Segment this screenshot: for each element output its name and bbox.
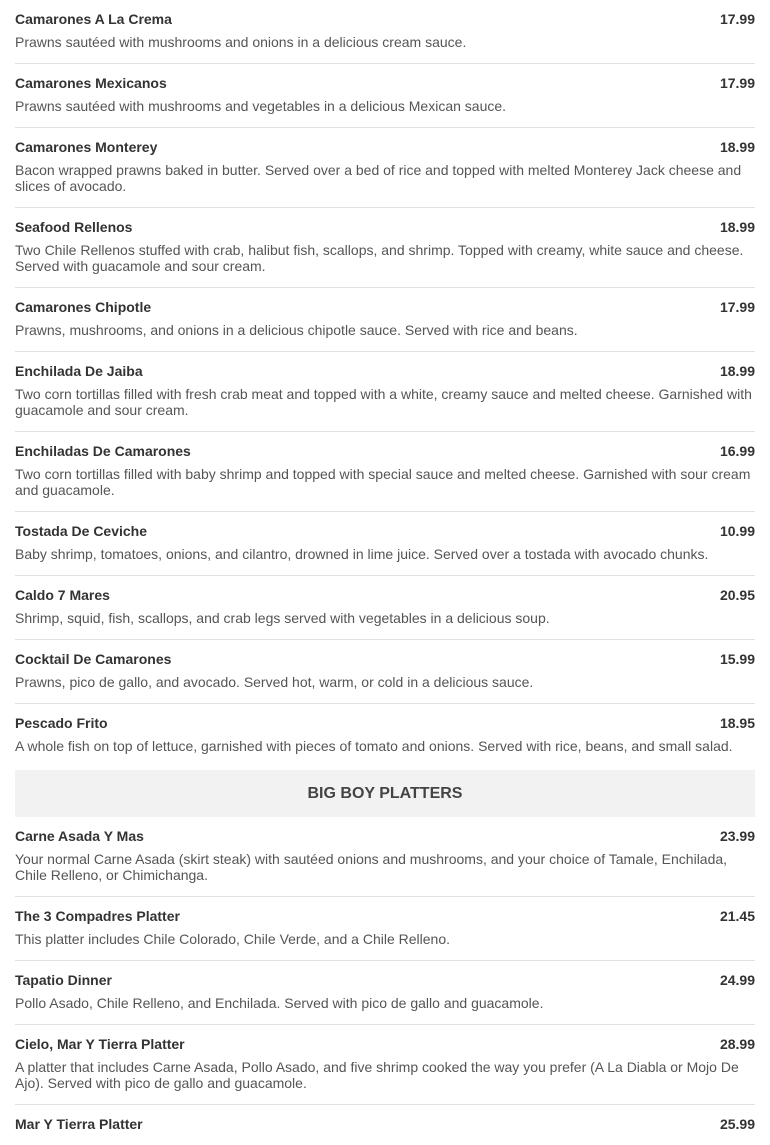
item-price: 18.99 — [719, 219, 755, 235]
item-price: 17.99 — [719, 11, 755, 27]
item-name: Pescado Frito — [15, 715, 108, 731]
item-description: This platter includes Chile Colorado, Chile Verde, and a Chile Relleno. — [15, 931, 451, 947]
menu-item — [15, 704, 755, 767]
menu-item — [15, 64, 755, 128]
menu-item — [15, 576, 755, 640]
item-description: Bacon wrapped prawns baked in butter. Served over a bed of rice and topped with melted Monterey Jack cheese and slices of avocado. — [15, 162, 742, 194]
item-price: 21.45 — [719, 908, 755, 924]
item-name: Camarones Mexicanos — [15, 75, 167, 91]
menu-item — [15, 817, 755, 897]
item-name: Camarones Chipotle — [15, 299, 152, 315]
menu-item — [15, 288, 755, 352]
item-price: 10.99 — [719, 523, 755, 539]
menu-item — [15, 128, 755, 208]
menu-item — [15, 0, 755, 64]
item-description: Pollo Asado, Chile Relleno, and Enchilada. Served with pico de gallo and guacamole. — [15, 995, 544, 1011]
menu-item — [15, 1105, 755, 1145]
item-price: 18.99 — [719, 139, 755, 155]
item-price: 25.99 — [719, 1116, 755, 1132]
item-description: Two corn tortillas filled with baby shrimp and topped with special sauce and melted cheese. Garnished with sour cream and guacamole. — [15, 466, 751, 498]
item-description: Two Chile Rellenos stuffed with crab, halibut fish, scallops, and shrimp. Topped with creamy, white sauce and cheese. Served with guacamole and sour cream. — [15, 242, 744, 274]
item-description: Prawns, mushrooms, and onions in a delicious chipotle sauce. Served with rice and beans. — [15, 322, 578, 338]
item-description: A whole fish on top of lettuce, garnished with pieces of tomato and onions. Served with rice, beans, and small salad. — [15, 738, 733, 754]
item-name: Cielo, Mar Y Tierra Platter — [15, 1036, 185, 1052]
menu-item — [15, 208, 755, 288]
menu-item — [15, 640, 755, 704]
item-name: Enchiladas De Camarones — [15, 443, 191, 459]
item-price: 18.95 — [719, 715, 755, 731]
item-description: Two corn tortillas filled with fresh crab meat and topped with a white, creamy sauce and melted cheese. Garnished with guacamole and sour cream. — [15, 386, 752, 418]
menu-item — [15, 352, 755, 432]
menu-item-header — [15, 219, 755, 235]
menu-item-header — [15, 715, 755, 731]
menu-item-header — [15, 299, 755, 315]
item-price: 23.99 — [719, 828, 755, 844]
menu-item-header — [15, 523, 755, 539]
item-description: Your normal Carne Asada (skirt steak) with sautéed onions and mushrooms, and your choice of Tamale, Enchilada, Chile Relleno, or Chimichanga. — [15, 851, 728, 883]
item-description: Baby shrimp, tomatoes, onions, and cilantro, drowned in lime juice. Served over a tostada with avocado chunks. — [15, 546, 709, 562]
item-description: Shrimp, squid, fish, scallops, and crab legs served with vegetables in a delicious soup. — [15, 610, 550, 626]
menu-item-header — [15, 908, 755, 924]
item-price: 20.95 — [719, 587, 755, 603]
item-price: 24.99 — [719, 972, 755, 988]
item-name: The 3 Compadres Platter — [15, 908, 180, 924]
menu-item-header — [15, 443, 755, 459]
item-name: Seafood Rellenos — [15, 219, 133, 235]
menu-item — [15, 1025, 755, 1105]
menu-item-header — [15, 363, 755, 379]
menu-item-header — [15, 651, 755, 667]
item-name: Caldo 7 Mares — [15, 587, 110, 603]
menu-item — [15, 512, 755, 576]
menu-item-header — [15, 139, 755, 155]
menu-item-header — [15, 587, 755, 603]
menu-item-header — [15, 1116, 755, 1132]
item-description: Prawns sautéed with mushrooms and vegetables in a delicious Mexican sauce. — [15, 98, 507, 114]
menu-item-header — [15, 1036, 755, 1052]
item-price: 28.99 — [719, 1036, 755, 1052]
item-name: Tostada De Ceviche — [15, 523, 148, 539]
item-name: Camarones Monterey — [15, 139, 158, 155]
section-header-big-boy-platters: BIG BOY PLATTERS — [15, 770, 755, 817]
item-name: Carne Asada Y Mas — [15, 828, 144, 844]
item-name: Camarones A La Crema — [15, 11, 172, 27]
menu-item — [15, 961, 755, 1025]
item-name: Tapatio Dinner — [15, 972, 112, 988]
item-name: Mar Y Tierra Platter — [15, 1116, 143, 1132]
menu-item-header — [15, 972, 755, 988]
item-description: Prawns sautéed with mushrooms and onions in a delicious cream sauce. — [15, 34, 467, 50]
menu-item-header — [15, 75, 755, 91]
item-price: 17.99 — [719, 299, 755, 315]
item-name: Cocktail De Camarones — [15, 651, 172, 667]
menu-item-header — [15, 11, 755, 27]
item-description: A platter that includes Carne Asada, Pollo Asado, and five shrimp cooked the way you prefer (A La Diabla or Mojo De Ajo). Served with pico de gallo and guacamole. — [15, 1059, 739, 1091]
item-price: 16.99 — [719, 443, 755, 459]
menu-item — [15, 897, 755, 961]
item-description: Prawns, pico de gallo, and avocado. Served hot, warm, or cold in a delicious sauce. — [15, 674, 534, 690]
item-price: 15.99 — [719, 651, 755, 667]
item-name: Enchilada De Jaiba — [15, 363, 143, 379]
menu-item-header — [15, 828, 755, 844]
menu-item — [15, 432, 755, 512]
item-price: 18.99 — [719, 363, 755, 379]
item-price: 17.99 — [719, 75, 755, 91]
